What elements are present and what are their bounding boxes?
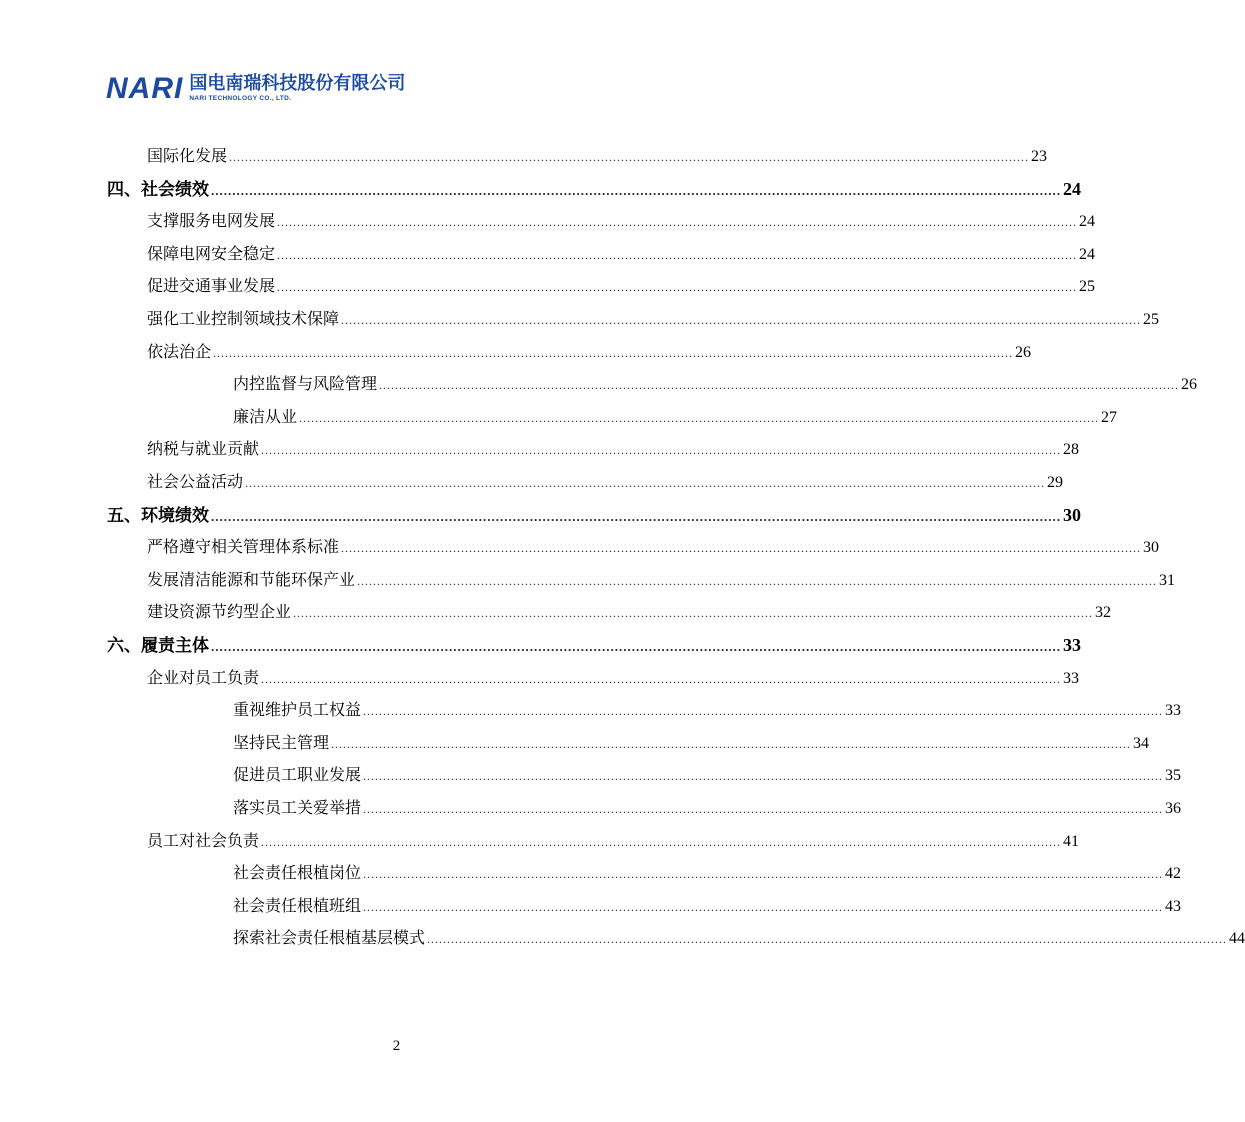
toc-entry-label: 强化工业控制领域技术保障	[147, 309, 340, 328]
toc-leader-dots: ........................................................................................................................................................................................................	[211, 182, 1061, 198]
company-name-cn: 国电南瑞科技股份有限公司	[189, 73, 406, 94]
toc-leader-dots: ........................................................................................................................................................................................................	[363, 867, 1164, 882]
toc-entry[interactable]	[107, 632, 1081, 658]
toc-entry-label: 国际化发展	[147, 146, 228, 165]
toc-leader-dots: ........................................................................................................................................................................................................	[261, 443, 1062, 458]
toc-leader-dots: ........................................................................................................................................................................................................	[299, 410, 1100, 425]
toc-entry-page: 26	[1015, 343, 1032, 361]
toc-entry-label: 坚持民主管理	[233, 732, 330, 752]
toc-entry-label: 严格遵守相关管理体系标准	[147, 537, 340, 557]
toc-entry[interactable]	[233, 404, 1118, 430]
logo-mark: NARI	[106, 72, 184, 105]
toc-leader-dots: ........................................................................................................................................................................................................	[211, 508, 1061, 524]
toc-entry[interactable]	[233, 925, 1245, 951]
toc-entry-label: 五、环境绩效	[107, 505, 209, 526]
toc-leader-dots: ........................................................................................................................................................................................................	[341, 313, 1142, 327]
toc-entry[interactable]	[107, 502, 1081, 528]
page-number: 2	[392, 1038, 401, 1054]
toc-leader-dots: ........................................................................................................................................................................................................	[379, 378, 1180, 393]
toc-entry[interactable]	[233, 697, 1182, 723]
toc-entry-page: 41	[1063, 832, 1080, 850]
toc-entry-page: 31	[1159, 571, 1176, 589]
toc-entry[interactable]	[147, 339, 1032, 365]
toc-leader-dots: ........................................................................................................................................................................................................	[427, 932, 1228, 947]
toc-entry-page: 30	[1143, 539, 1160, 557]
toc-entry-page: 44	[1229, 930, 1245, 948]
toc-entry-page: 30	[1063, 504, 1081, 525]
toc-entry-page: 34	[1133, 734, 1150, 752]
toc-entry[interactable]	[233, 795, 1182, 821]
toc-leader-dots: ........................................................................................................................................................................................................	[341, 541, 1142, 556]
toc-entry-page: 33	[1165, 702, 1182, 720]
toc-entry-label: 促进员工职业发展	[233, 765, 362, 785]
toc-entry-label: 廉洁从业	[233, 406, 298, 426]
toc-entry[interactable]	[147, 534, 1160, 560]
toc-entry-page: 26	[1181, 376, 1198, 394]
toc-entry-page: 25	[1143, 311, 1160, 328]
company-name-en: NARI TECHNOLOGY CO., LTD.	[189, 95, 292, 102]
toc-entry[interactable]	[147, 665, 1080, 691]
toc-leader-dots: ........................................................................................................................................................................................................	[293, 606, 1094, 621]
toc-entry-label: 社会责任根植班组	[233, 895, 362, 915]
toc-entry[interactable]	[147, 828, 1080, 854]
toc-entry-page: 24	[1079, 245, 1096, 263]
toc-leader-dots: ........................................................................................................................................................................................................	[357, 573, 1158, 588]
toc-entry-page: 27	[1101, 408, 1118, 426]
company-logo	[106, 74, 405, 108]
toc-entry[interactable]	[107, 176, 1081, 202]
toc-entry-page: 33	[1063, 635, 1081, 655]
toc-entry-label: 探索社会责任根植基层模式	[233, 928, 426, 948]
toc-entry-page: 25	[1079, 278, 1096, 296]
toc-entry-page: 35	[1165, 767, 1182, 785]
toc-entry[interactable]	[147, 469, 1064, 495]
toc-leader-dots: ........................................................................................................................................................................................................	[277, 215, 1078, 230]
toc-entry[interactable]	[233, 730, 1150, 756]
toc-entry-label: 四、社会绩效	[107, 179, 209, 200]
toc-entry-label: 落实员工关爱举措	[233, 798, 362, 817]
toc-entry-label: 六、履责主体	[107, 636, 209, 656]
toc-entry[interactable]	[233, 860, 1182, 886]
toc-entry[interactable]	[233, 893, 1182, 919]
toc-leader-dots: ........................................................................................................................................................................................................	[277, 247, 1078, 262]
toc-entry-page: 23	[1031, 148, 1048, 165]
toc-entry-label: 社会公益活动	[147, 472, 244, 491]
toc-entry[interactable]	[147, 241, 1096, 267]
logo-text	[189, 74, 405, 103]
toc-entry[interactable]	[147, 436, 1080, 462]
toc-entry[interactable]	[147, 208, 1096, 234]
toc-entry-label: 员工对社会负责	[147, 830, 260, 850]
toc-entry-page: 29	[1047, 474, 1064, 491]
toc-entry[interactable]	[147, 599, 1112, 625]
toc-entry[interactable]	[147, 273, 1096, 299]
toc-leader-dots: ........................................................................................................................................................................................................	[261, 834, 1062, 849]
toc-entry-page: 24	[1079, 213, 1096, 231]
toc-entry-label: 纳税与就业贡献	[147, 439, 260, 459]
toc-entry-label: 支撑服务电网发展	[147, 211, 276, 231]
toc-leader-dots: ........................................................................................................................................................................................................	[261, 671, 1062, 686]
toc-entry-label: 保障电网安全稳定	[147, 243, 276, 263]
toc-entry-label: 重视维护员工权益	[233, 700, 362, 720]
toc-entry[interactable]	[147, 143, 1048, 169]
toc-entry-page: 24	[1063, 178, 1081, 199]
toc-entry-label: 建设资源节约型企业	[147, 602, 292, 622]
toc-leader-dots: ........................................................................................................................................................................................................	[229, 150, 1030, 164]
toc-leader-dots: ........................................................................................................................................................................................................	[363, 802, 1164, 816]
toc-entry-page: 42	[1165, 865, 1182, 883]
toc-entry-page: 28	[1063, 441, 1080, 459]
toc-leader-dots: ........................................................................................................................................................................................................	[211, 639, 1061, 654]
toc-entry[interactable]	[233, 762, 1182, 788]
toc-entry-page: 36	[1165, 800, 1182, 817]
toc-leader-dots: ........................................................................................................................................................................................................	[277, 280, 1078, 295]
toc-leader-dots: ........................................................................................................................................................................................................	[213, 345, 1014, 360]
toc-leader-dots: ........................................................................................................................................................................................................	[331, 736, 1132, 751]
toc-leader-dots: ........................................................................................................................................................................................................	[245, 476, 1046, 490]
toc-entry[interactable]	[147, 306, 1160, 332]
toc-leader-dots: ........................................................................................................................................................................................................	[363, 704, 1164, 719]
toc-entry-label: 企业对员工负责	[147, 667, 260, 687]
toc-entry-page: 33	[1063, 669, 1080, 687]
toc-entry[interactable]	[233, 371, 1198, 397]
toc-entry-page: 32	[1095, 604, 1112, 622]
toc-entry-label: 内控监督与风险管理	[233, 374, 378, 394]
toc-entry-label: 社会责任根植岗位	[233, 863, 362, 883]
toc-leader-dots: ........................................................................................................................................................................................................	[363, 769, 1164, 784]
toc-entry-label: 发展清洁能源和节能环保产业	[147, 569, 356, 589]
toc-entry[interactable]	[147, 567, 1176, 593]
toc-leader-dots: ........................................................................................................................................................................................................	[363, 899, 1164, 914]
toc-entry-label: 促进交通事业发展	[147, 276, 276, 296]
toc-entry-page: 43	[1165, 897, 1182, 915]
toc-entry-label: 依法治企	[147, 341, 212, 361]
